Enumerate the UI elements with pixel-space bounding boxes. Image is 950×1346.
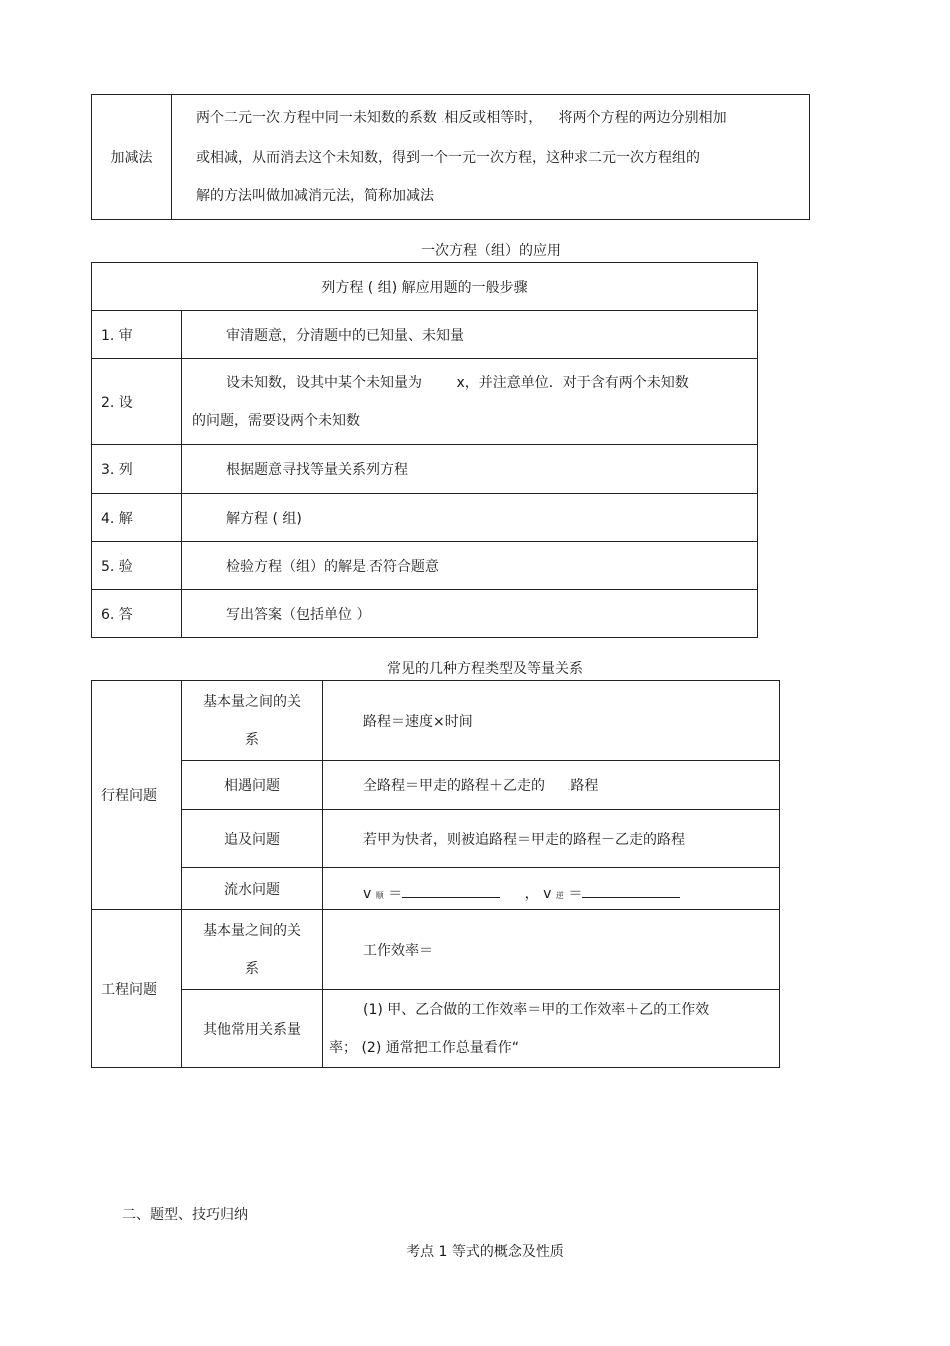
types-table (91, 680, 780, 1068)
subtype-label: 追及问题 (182, 810, 323, 868)
add-sub-method-table (91, 94, 810, 220)
subtype-label: 基本量之间的关 系 (182, 681, 323, 761)
types-caption: 常见的几种方程类型及等量关系 (387, 661, 583, 677)
relation-text: 全路程＝甲走的路程＋乙走的 .路程 (323, 761, 780, 810)
step-label: 5. 验 (92, 542, 182, 590)
relation-text: v 顺 ＝ ， v 逆 ＝ (323, 868, 780, 910)
step-desc: 根据题意寻找等量关系列方程 (182, 445, 758, 494)
kaodian-heading: 考点 1 等式的概念及性质 (406, 1244, 564, 1260)
section-heading: 二、题型、技巧归纳 (122, 1207, 248, 1223)
step-desc: 设未知数，设其中某个未知量为 x，并注意单位．对于含有两个未知数 的问题，需要设两个未知数 (182, 359, 758, 445)
description-line-3: 解的方法叫做加减消元法，简称加减法 (196, 188, 434, 204)
apply-caption: 一次方程（组）的应用 (421, 243, 561, 259)
category-label: 工程问题 (92, 910, 182, 1068)
step-label: 6. 答 (92, 590, 182, 638)
method-label: 加减法 (92, 95, 172, 220)
step-desc: 写出答案（包括单位 ） (182, 590, 758, 638)
step-desc: 解方程 ( 组) (182, 494, 758, 542)
step-desc: 审清题意，分清题中的已知量、未知量 (182, 311, 758, 359)
steps-table (91, 262, 758, 638)
subtype-label: 相遇问题 (182, 761, 323, 810)
method-description (172, 95, 810, 220)
steps-header: 列方程 ( 组) 解应用题的一般步骤 (92, 263, 758, 311)
step-label: 4. 解 (92, 494, 182, 542)
description-line-2: 或相减，从而消去这个未知数，得到一个一元一次方程，这种求二元一次方程组的 (196, 150, 700, 166)
description-line-1: 两个二元一次.方程中同一未知数的系数 .相反或相等时， 将两个方程的两边分别相加 (196, 110, 727, 126)
step-desc: 检验方程（组）的解是.否符合题意 (182, 542, 758, 590)
step-label: 1. 审 (92, 311, 182, 359)
relation-text: 若甲为快者，则被追路程＝甲走的路程－乙走的路程 (323, 810, 780, 868)
subtype-label: 流水问题 (182, 868, 323, 910)
step-label: 2. 设 (92, 359, 182, 445)
subtype-label: 其他常用关系量 (182, 990, 323, 1068)
subtype-label: 基本量之间的关 系 (182, 910, 323, 990)
step-label: 3. 列 (92, 445, 182, 494)
relation-text: 工作效率＝ (323, 910, 780, 990)
relation-text: (1) 甲、乙合做的工作效率＝甲的工作效率＋乙的工作效 率； (2) 通常把工作总量看作“ (323, 990, 780, 1068)
category-label: 行程问题 (92, 681, 182, 910)
blank-line[interactable] (582, 885, 680, 898)
relation-text: 路程＝速度×时间 (323, 681, 780, 761)
blank-line[interactable] (402, 885, 500, 898)
